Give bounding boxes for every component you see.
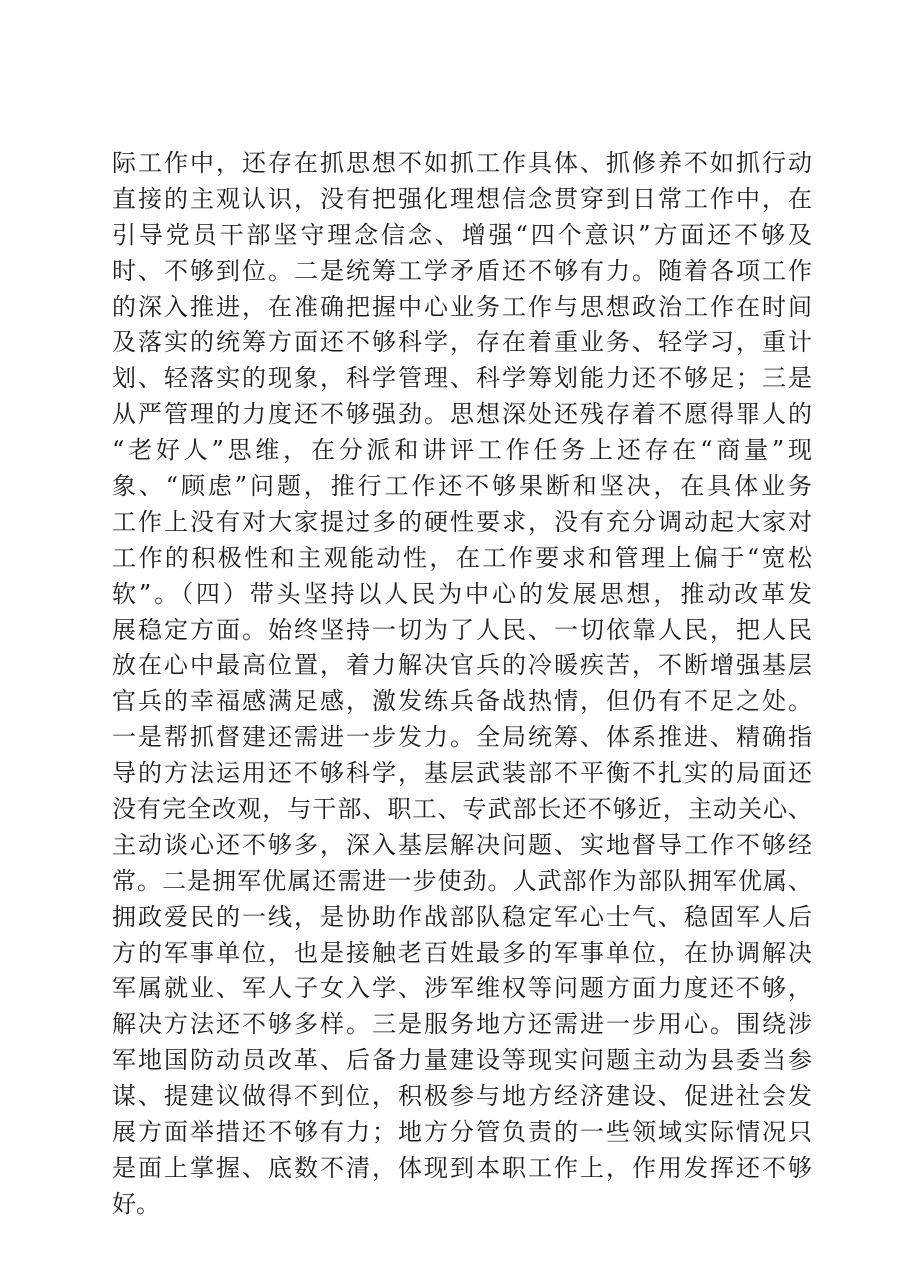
text-line: 工作的积极性和主观能动性，在工作要求和管理上偏于“宽松 (112, 543, 812, 572)
text-line: 军地国防动员改革、后备力量建设等现实问题主动为县委当参 (112, 1046, 812, 1075)
text-line: 谋、提建议做得不到位，积极参与地方经济建设、促进社会发 (112, 1082, 812, 1111)
text-line: 拥政爱民的一线，是协助作战部队稳定军心士气、稳固军人后 (112, 902, 812, 931)
text-line: 从严管理的力度还不够强劲。思想深处还残存着不愿得罪人的 (112, 400, 812, 429)
text-line: 际工作中，还存在抓思想不如抓工作具体、抓修养不如抓行动 (112, 149, 812, 177)
text-line: 没有完全改观，与干部、职工、专武部长还不够近，主动关心、 (112, 795, 812, 824)
text-line: 及落实的统筹方面还不够科学，存在着重业务、轻学习，重计 (112, 328, 812, 357)
text-line: 软”。（四）带头坚持以人民为中心的发展思想，推动改革发 (112, 579, 812, 608)
text-line: 展稳定方面。始终坚持一切为了人民、一切依靠人民，把人民 (112, 615, 812, 644)
text-line: 官兵的幸福感满足感，激发练兵备战热情，但仍有不足之处。 (112, 687, 812, 716)
text-line: “老好人”思维，在分派和讲评工作任务上还存在“商量”现 (112, 436, 812, 465)
text-line: 展方面举措还不够有力；地方分管负责的一些领域实际情况只 (112, 1118, 812, 1147)
text-line: 引导党员干部坚守理念信念、增强“四个意识”方面还不够及 (112, 220, 812, 249)
text-line: 划、轻落实的现象，科学管理、科学筹划能力还不够足；三是 (112, 364, 812, 393)
text-line: 是面上掌握、底数不清，体现到本职工作上，作用发挥还不够 (112, 1153, 812, 1182)
text-line: 的深入推进，在准确把握中心业务工作与思想政治工作在时间 (112, 292, 812, 321)
text-line: 方的军事单位，也是接触老百姓最多的军事单位，在协调解决 (112, 938, 812, 967)
text-line: 放在心中最高位置，着力解决官兵的冷暖疾苦，不断增强基层 (112, 651, 812, 680)
text-line: 主动谈心还不够多，深入基层解决问题、实地督导工作不够经 (112, 830, 812, 859)
text-line: 常。二是拥军优属还需进一步使劲。人武部作为部队拥军优属、 (112, 866, 812, 895)
text-line: 一是帮抓督建还需进一步发力。全局统筹、体系推进、精确指 (112, 723, 812, 752)
text-line: 时、不够到位。二是统筹工学矛盾还不够有力。随着各项工作 (112, 256, 812, 285)
text-line: 工作上没有对大家提过多的硬性要求，没有充分调动起大家对 (112, 507, 812, 536)
body-paragraph (112, 146, 812, 1223)
text-line: 解决方法还不够多样。三是服务地方还需进一步用心。围绕涉 (112, 1010, 812, 1039)
text-line: 象、“顾虑”问题，推行工作还不够果断和坚决，在具体业务 (112, 472, 812, 501)
text-line: 好。 (112, 1189, 160, 1218)
text-line: 军属就业、军人子女入学、涉军维权等问题方面力度还不够， (112, 974, 812, 1003)
text-line: 导的方法运用还不够科学，基层武装部不平衡不扎实的局面还 (112, 759, 812, 788)
text-line: 直接的主观认识，没有把强化理想信念贯穿到日常工作中，在 (112, 184, 812, 213)
